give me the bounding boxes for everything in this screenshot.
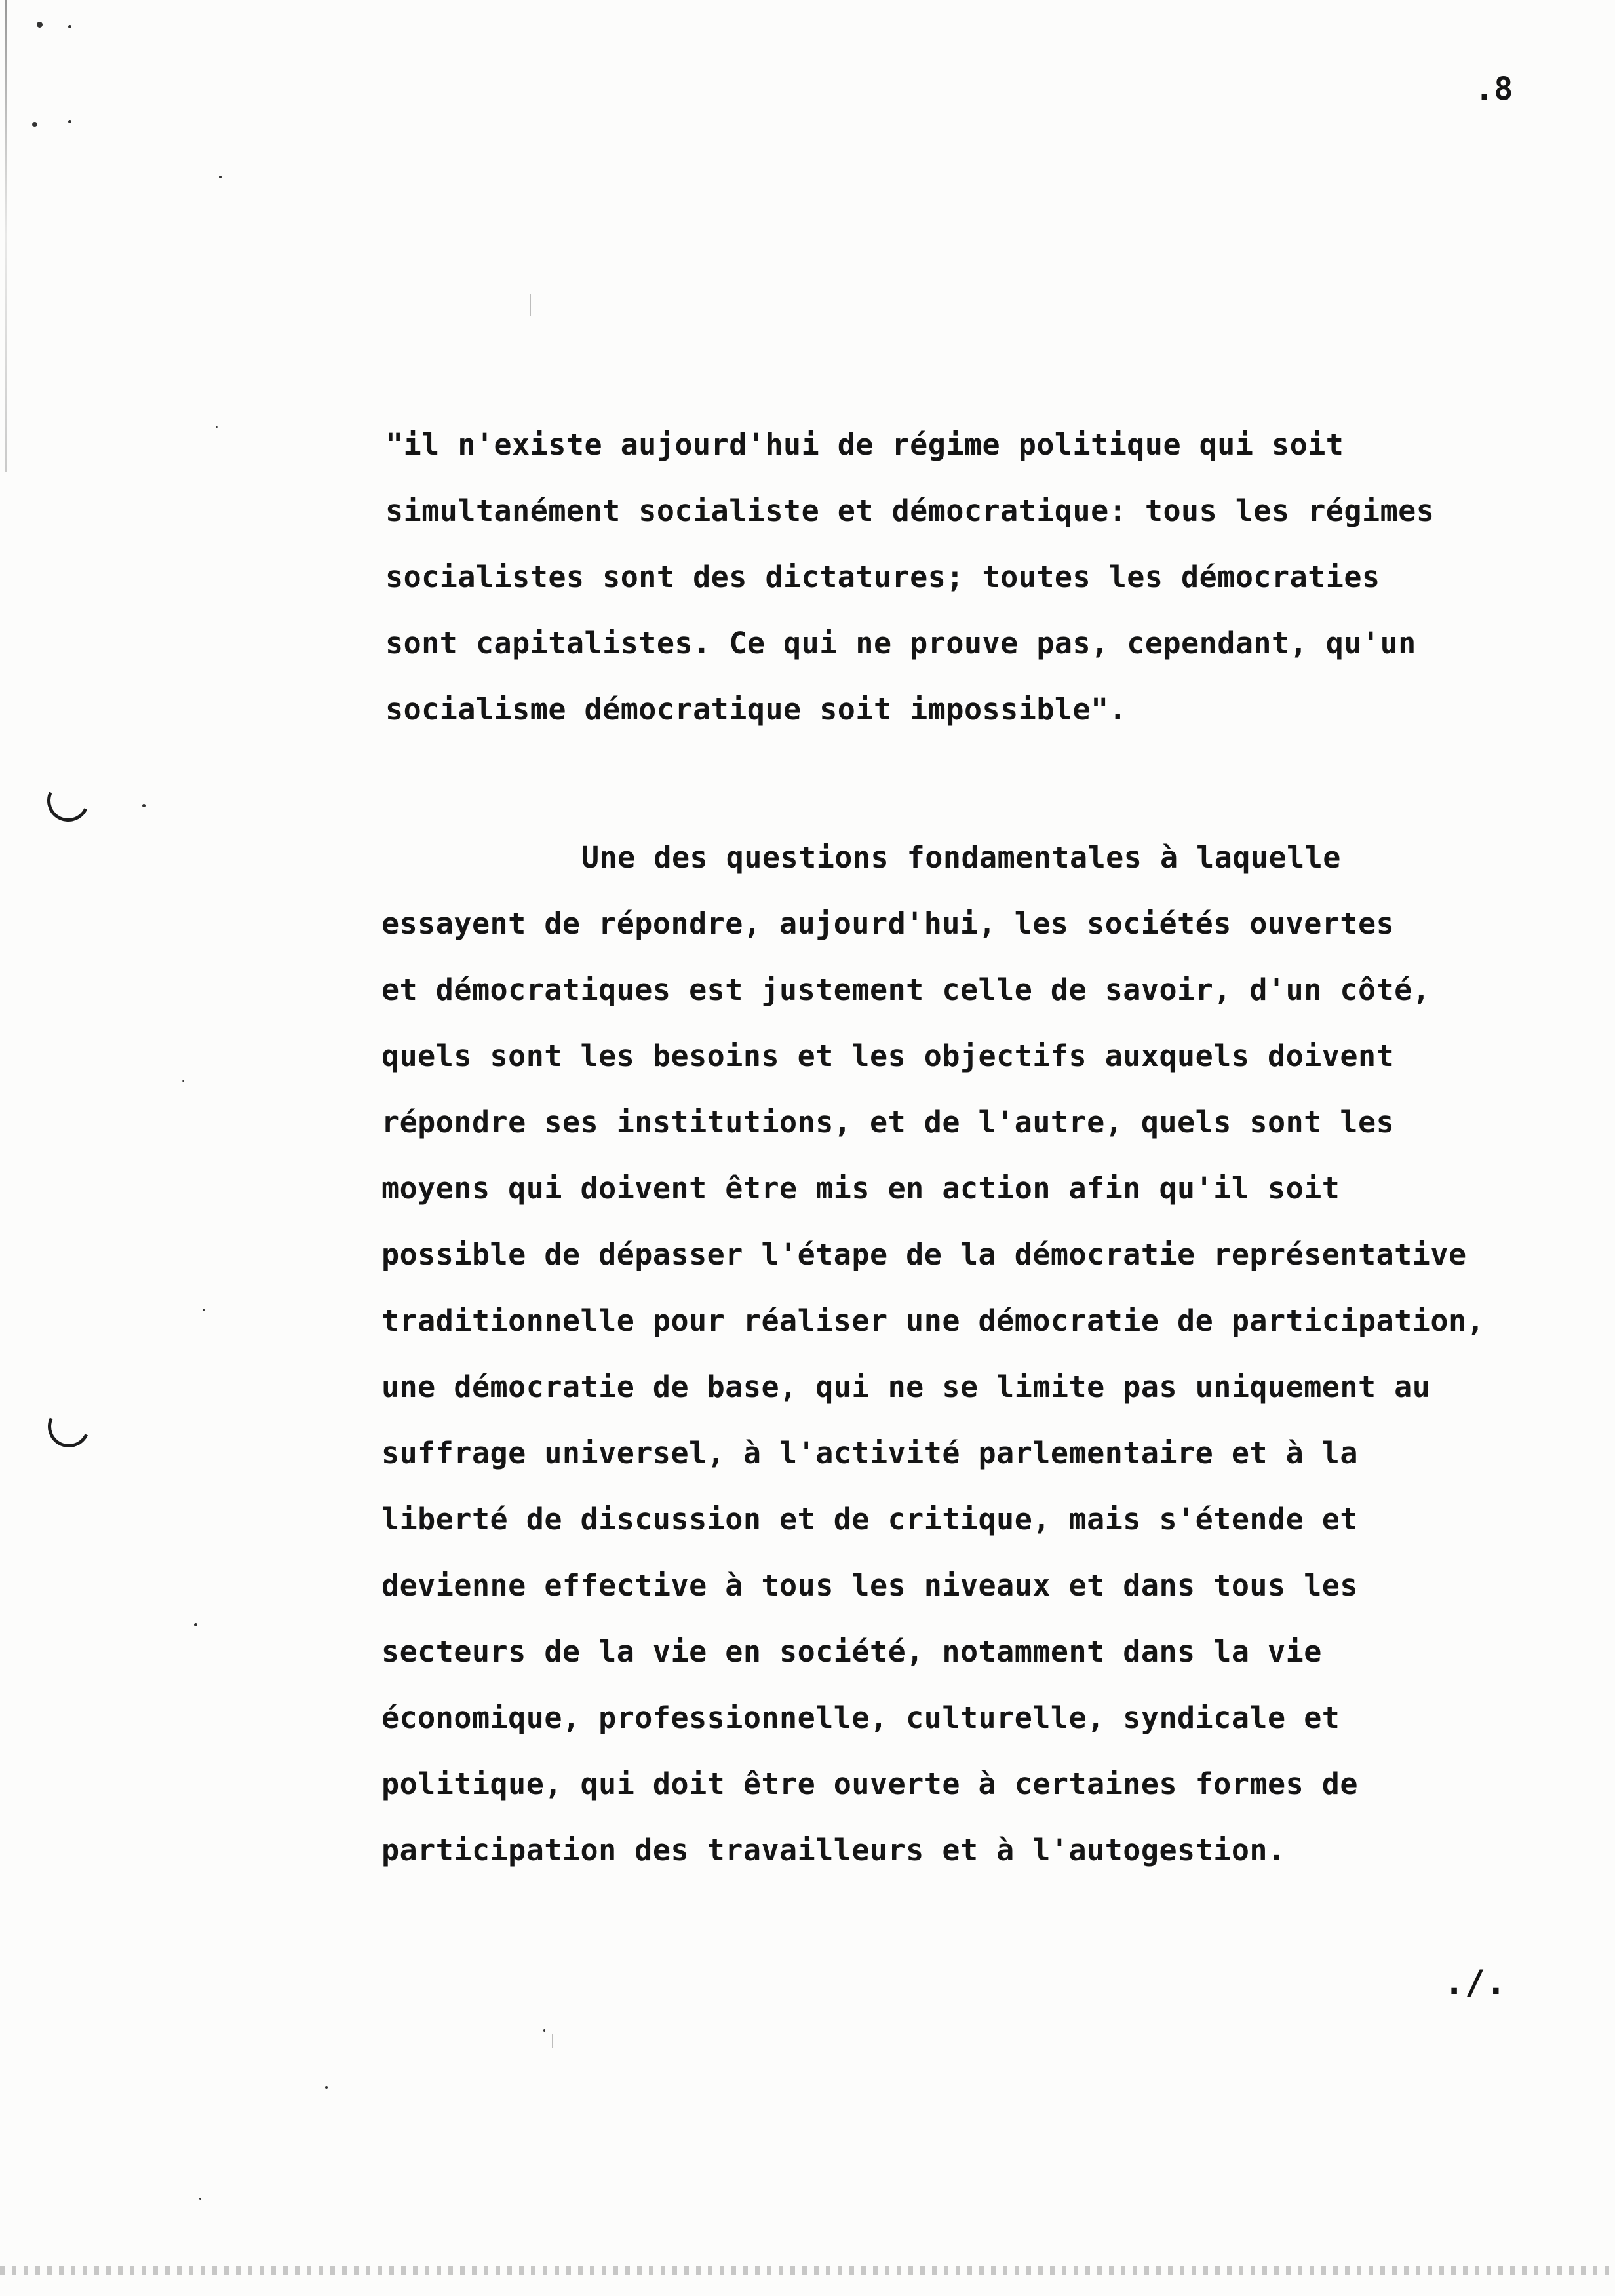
scan-speck — [199, 2198, 201, 2200]
continuation-mark: ./. — [1444, 1963, 1507, 2002]
paragraph-line: liberté de discussion et de critique, mais s'étende et — [381, 1502, 1358, 1537]
scan-speck — [203, 1309, 205, 1311]
quote-line: simultanément socialiste et démocratique: tous les régimes — [385, 493, 1435, 528]
scan-speck — [216, 426, 218, 428]
paragraph-line: moyens qui doivent être mis en action afin qu'il soit — [381, 1171, 1340, 1206]
scan-speck — [325, 2086, 328, 2089]
paragraph-line: économique, professionnelle, culturelle, syndicale et — [381, 1700, 1340, 1735]
quote-line: "il n'existe aujourd'hui de régime politique qui soit — [385, 427, 1344, 462]
quote-line: sont capitalistes. Ce qui ne prouve pas, cependant, qu'un — [385, 626, 1416, 660]
paragraph-line: essayent de répondre, aujourd'hui, les sociétés ouvertes — [381, 906, 1395, 941]
scan-speck — [142, 804, 146, 807]
quote-line: socialistes sont des dictatures; toutes les démocraties — [385, 560, 1380, 594]
scan-bottom-edge — [0, 2266, 1615, 2275]
paragraph-line: suffrage universel, à l'activité parlementaire et à la — [381, 1436, 1358, 1470]
scan-mark — [530, 294, 531, 316]
punch-hole-mark — [42, 1400, 96, 1453]
scan-speck — [37, 22, 43, 28]
scan-speck — [194, 1623, 197, 1626]
quote-line: socialisme démocratique soit impossible". — [385, 692, 1127, 727]
paragraph-line: traditionnelle pour réaliser une démocratie de participation, — [381, 1303, 1485, 1338]
paragraph-line: politique, qui doit être ouverte à certaines formes de — [381, 1767, 1358, 1801]
paragraph-line: participation des travailleurs et à l'autogestion. — [381, 1833, 1286, 1867]
paragraph-line: devienne effective à tous les niveaux et dans tous les — [381, 1568, 1358, 1603]
scan-speck — [68, 25, 71, 28]
scan-mark — [552, 2034, 553, 2048]
quotation-paragraph — [385, 411, 1605, 742]
scan-speck — [68, 120, 71, 123]
paragraph-line: et démocratiques est justement celle de savoir, d'un côté, — [381, 972, 1431, 1007]
scan-speck — [219, 176, 222, 178]
scan-speck — [182, 1080, 184, 1082]
body-paragraph — [381, 824, 1601, 1883]
paragraph-line: répondre ses institutions, et de l'autre, quels sont les — [381, 1105, 1395, 1139]
punch-hole-mark — [41, 774, 95, 828]
scan-speck — [32, 122, 37, 127]
paragraph-line: secteurs de la vie en société, notamment dans la vie — [381, 1634, 1322, 1669]
page-number: .8 — [1475, 71, 1513, 107]
scan-edge-line — [5, 0, 7, 472]
scan-speck — [543, 2029, 545, 2032]
paragraph-line: quels sont les besoins et les objectifs auxquels doivent — [381, 1039, 1395, 1073]
paragraph-line: possible de dépasser l'étape de la démocratie représentative — [381, 1237, 1467, 1272]
paragraph-first-line: Une des questions fondamentales à laquelle — [581, 840, 1341, 875]
paragraph-line: une démocratie de base, qui ne se limite pas uniquement au — [381, 1369, 1431, 1404]
